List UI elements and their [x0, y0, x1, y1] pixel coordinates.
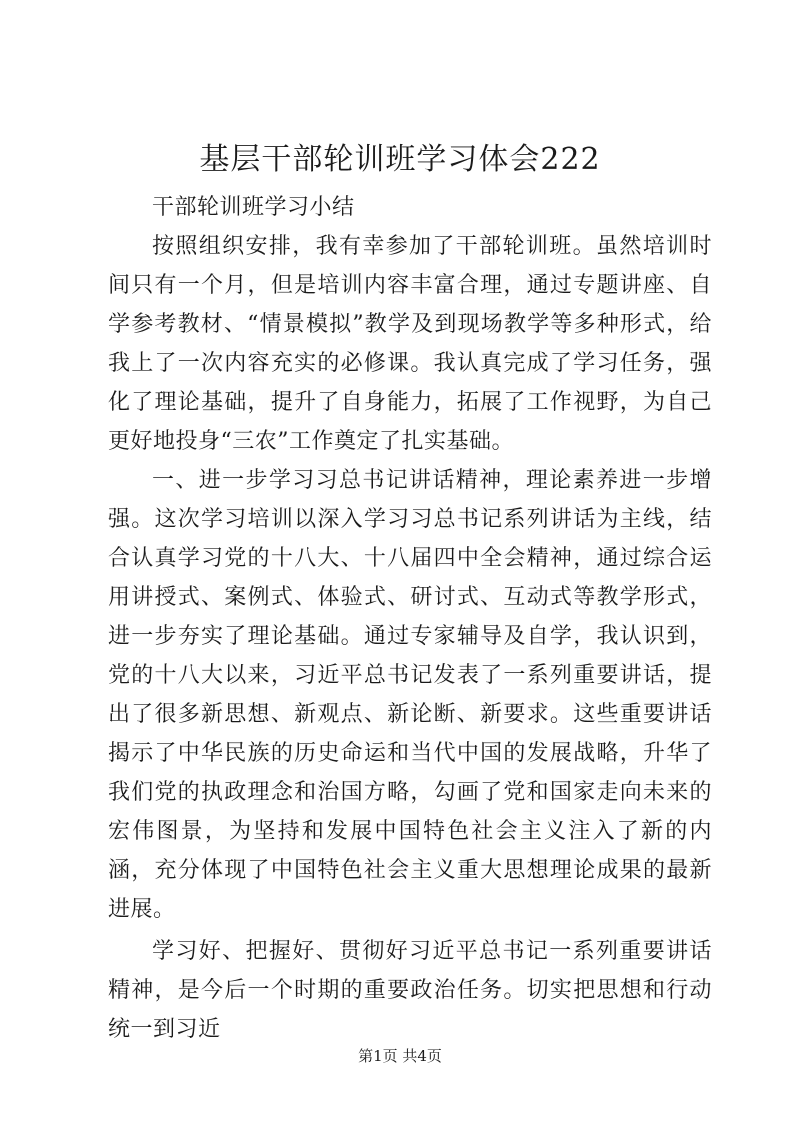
paragraph-continuation: 学习好、把握好、贯彻好习近平总书记一系列重要讲话精神，是今后一个时期的重要政治任务。切实把思想和行动统一到习近 — [108, 939, 712, 1042]
document-body — [108, 188, 712, 1049]
paragraph-intro: 按照组织安排，我有幸参加了干部轮训班。虽然培训时间只有一个月，但是培训内容丰富合理，通过专题讲座、自学参考教材、“情景模拟”教学及到现场教学等多种形式，给我上了一次内容充实的必修课。我认真完成了学习任务，强化了理论基础，提升了自身能力，拓展了工作视野，为自己更好地投身“三农”工作奠定了扎实基础。 — [108, 234, 712, 454]
subtitle: 干部轮训班学习小结 — [152, 195, 355, 220]
document-title: 基层干部轮训班学习体会222 — [199, 142, 601, 177]
page-number: 第1页 共4页 — [358, 1047, 442, 1065]
paragraph-section-one: 一、进一步学习习总书记讲话精神，理论素养进一步增强。这次学习培训以深入学习习总书记系列讲话为主线，结合认真学习党的十八大、十八届四中全会精神，通过综合运用讲授式、案例式、体验式、研讨式、互动式等教学形式，进一步夯实了理论基础。通过专家辅导及自学，我认识到，党的十八大以来，习近平总书记发表了一系列重要讲话，提出了很多新思想、新观点、新论断、新要求。这些重要讲话揭示了中华民族的历史命运和当代中国的发展战略，升华了我们党的执政理念和治国方略，勾画了党和国家走向未来的宏伟图景，为坚持和发展中国特色社会主义注入了新的内涵，充分体现了中国特色社会主义重大思想理论成果的最新进展。 — [108, 468, 712, 922]
